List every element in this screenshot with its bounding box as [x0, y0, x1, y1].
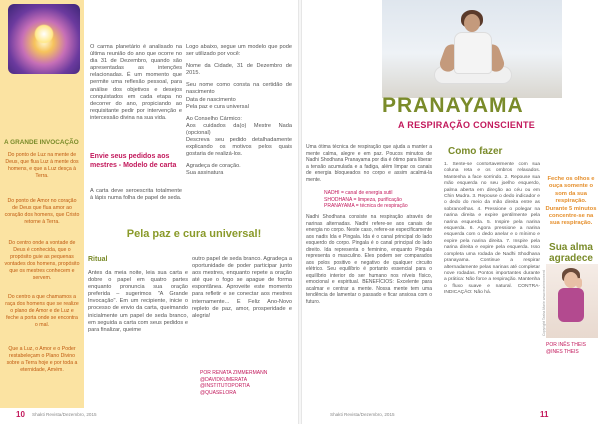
- intro-paragraph: O carma planetário é analisado na última reunião do ano que ocorre no dia 31 de Dezembro, quando são apresentadas as intenções relacionadas. É um momento que permite uma reflexão pessoal, para análise dos objetivos e desejos conquistados em cada etapa no decorrer do ano, propiciando ao requisitante pedir por intervenção e intercessão divina na sua vida.: [90, 44, 182, 121]
- social-handle[interactable]: @DAVIDKUMERATA: [200, 376, 248, 383]
- ritual-heading: Ritual: [88, 256, 108, 263]
- author-name: POR RENATA ZIMMERMANN: [200, 370, 268, 376]
- template-line: Descreva seu pedido detalhadamente explicando os motivos pelos quais gostaria de realizá-los.: [186, 137, 292, 158]
- page-number: 10: [16, 410, 25, 419]
- article-body: Nadhi Shodhana consiste na respiração através de narinas alternadas. Nadhi refere-se aos canais de energia no corpo. Neste caso, refere-se especificamente aos nadis Ida e Pingala. Ida é o canal principal do lado esquerdo do corpo. Pingala é o canal principal do lado direito. Ida representa o feminino, enquanto Pingala representa o masculino. Eles podem ser comparados aos polos positivo e negativo de qualquer circuito elétrico. Seu equilíbrio é portanto essencial para o equilíbrio interior do ser humano nos níveis físico, emocional e espiritual. BENEFÍCIOS: Excelente para acalmar e centrar a mente. Nossa mente tem uma tendência de lamentar o passado e ficar ansiosa com o futuro.: [306, 214, 432, 305]
- social-handle[interactable]: @INSTITUTOPORTIA: [200, 383, 250, 390]
- side-highlight: Sua alma agradece: [549, 242, 593, 264]
- author-byline: [546, 342, 586, 356]
- photo-credit: Copyright Tasha Marie www.mariemoment: [542, 270, 546, 336]
- template-line: Agradeça de coração.: [186, 163, 241, 170]
- definitions-box: [324, 190, 418, 210]
- footer-magazine: Shakti Revista/Dezembro, 2015: [330, 412, 395, 417]
- definition: SHODHANA = limpeza, purificação: [324, 196, 402, 203]
- page-number: 11: [540, 410, 549, 419]
- author-name: POR INÊS THEIS: [546, 342, 586, 348]
- side-quote: Feche os olhos e ouça somente o som da sua respiração. Durante 5 minutos concentre-se na sua respiração.: [545, 176, 597, 227]
- halo-icon: [34, 24, 54, 44]
- sidebar-title: A GRANDE INVOCAÇÃO: [4, 139, 79, 146]
- article-subtitle: A RESPIRAÇÃO CONSCIENTE: [398, 120, 536, 130]
- angel-illustration: [8, 4, 80, 74]
- template-line: Ao Conselho Cármico:: [186, 115, 242, 122]
- footer-magazine: Shakti Revista/Dezembro, 2015: [32, 412, 97, 417]
- social-handle[interactable]: @QUASELORA: [200, 389, 237, 396]
- yoga-photo: [382, 0, 562, 98]
- template-line: Seu nome como consta na certidão de nascimento: [186, 82, 292, 96]
- template-line: Pela paz e cura universal: [186, 103, 249, 110]
- ritual-text-1: Antes da meia noite, leia sua carta e dobre o papel em quatro partes enquanto pronuncia sua oração preferida – sugerimos "A Grande Invocação". Em um recipiente, inicie o processo de envio da carta, queimando inicialmente um papel de seda branco, em seguida a carta com seus pedidos e para finalizar, queime: [88, 270, 188, 333]
- intro-text: Uma ótima técnica de respiração que ajuda a manter a mente calma, alegre e em paz. Poucos minutos de Nadhi Shodhana Pranayama por dia é ótimo para liberar a tensão acumulada e a fadiga, além limpar os canais de energia bloqueados no corpo e assim acalmá-la mente.: [306, 144, 432, 183]
- template-line: Sua assinatura: [186, 170, 224, 177]
- template-line: Data de nascimento: [186, 96, 236, 103]
- definition: PRANAYAMA = técnica de respiração: [324, 203, 408, 210]
- letter-heading: Envie seus pedidos aos mestres - Modelo de carta: [90, 153, 177, 169]
- banner-heading: Pela paz e cura universal!: [126, 228, 262, 240]
- steps-list: 1. Sente-se confortavelmente com sua coluna reta e os ombros relaxados. Mantenha a face sorrindo. 2. Repouse sua mão esquerda no seu joelho esquerdo, palma aberta em direção ao céu ou em Chin Mudra. 3. Repouse o dedo indicador e o dedo do meio da mão direita entre as sobrancelhas. 4. Pressione o polegar na narina direita e expire gentilmente pela narina esquerda. 5. Inspire pela narina esquerda. 6. Agora pressione a narina esquerda com o dedo anelar e o mínimo e expire pela narina direita. 7. Inspire pela narina direita e expire pela esquerda. Isso completa uma rodada de Nadhi Shodhana pranayama. Continue a respirar alternadamente pelas narinas até completar nove rodadas. Pontos importantes durante a prática: Não force a respiração. Mantenha o fluxo suave e natural. CONTRA-INDICAÇÃO: Não há.: [444, 162, 540, 296]
- invocation-stanza: Do centro a que chamamos a raça dos homens que se realize o plano de Amor e de Luz e feche a porta onde se encontra o mal.: [5, 294, 79, 328]
- invocation-stanza: Que a Luz, o Amor e o Poder restabeleçam o Plano Divino sobre a Terra hoje e por toda a eternidade, Amém.: [6, 346, 78, 373]
- letter-template: [186, 44, 292, 178]
- template-line: Nome da Cidade, 31 de Dezembro de 2015.: [186, 63, 292, 77]
- letter-instructions: A carta deve seroescrita totalmente à lápis numa folha de papel de seda.: [90, 188, 182, 202]
- ritual-text-2: outro papel de seda branco. Agradeça a oportunidade de poder participar junto aos mestres, enquanto repete a oração até que o fogo se apague de forma espontânea. Aproveite este momento para refletir e se conectar aos mestres internamente... E Feliz Ano-Novo repleto de paz, amor, prosperidade e alegria!: [192, 256, 292, 319]
- definition: NADHI = canal de energia sutil: [324, 190, 393, 196]
- page-left: [0, 0, 298, 424]
- how-to-heading: Como fazer: [448, 146, 503, 157]
- invocation-stanza: Do ponto de Luz na mente de Deus, que flua Luz à mente dos homens, e que a Luz desça à Terra.: [5, 152, 79, 179]
- article-intro: [306, 144, 432, 183]
- invocation-stanza: Do ponto de Amor no coração de Deus que flua amor ao coração dos homens, que Cristo retorne à Terra.: [4, 198, 80, 225]
- template-line: Logo abaixo, segue um modelo que pode ser utilizado por você:: [186, 44, 292, 58]
- breathing-photo: [546, 264, 598, 338]
- page-right: [302, 0, 600, 424]
- social-handle[interactable]: @INES THEIS: [546, 348, 579, 355]
- template-line: Aos cuidados da(o) Mestre Nada (opcional): [186, 122, 292, 136]
- invocation-stanza: Do centro onde a vontade de Deus é conhecida, que o propósito guie as pequenas vontades dos homens, propósito que os mestres conhecem e servem.: [4, 240, 80, 281]
- author-byline: [200, 370, 267, 396]
- article-title: PRANAYAMA: [382, 94, 524, 117]
- invocation-sidebar: [0, 0, 84, 408]
